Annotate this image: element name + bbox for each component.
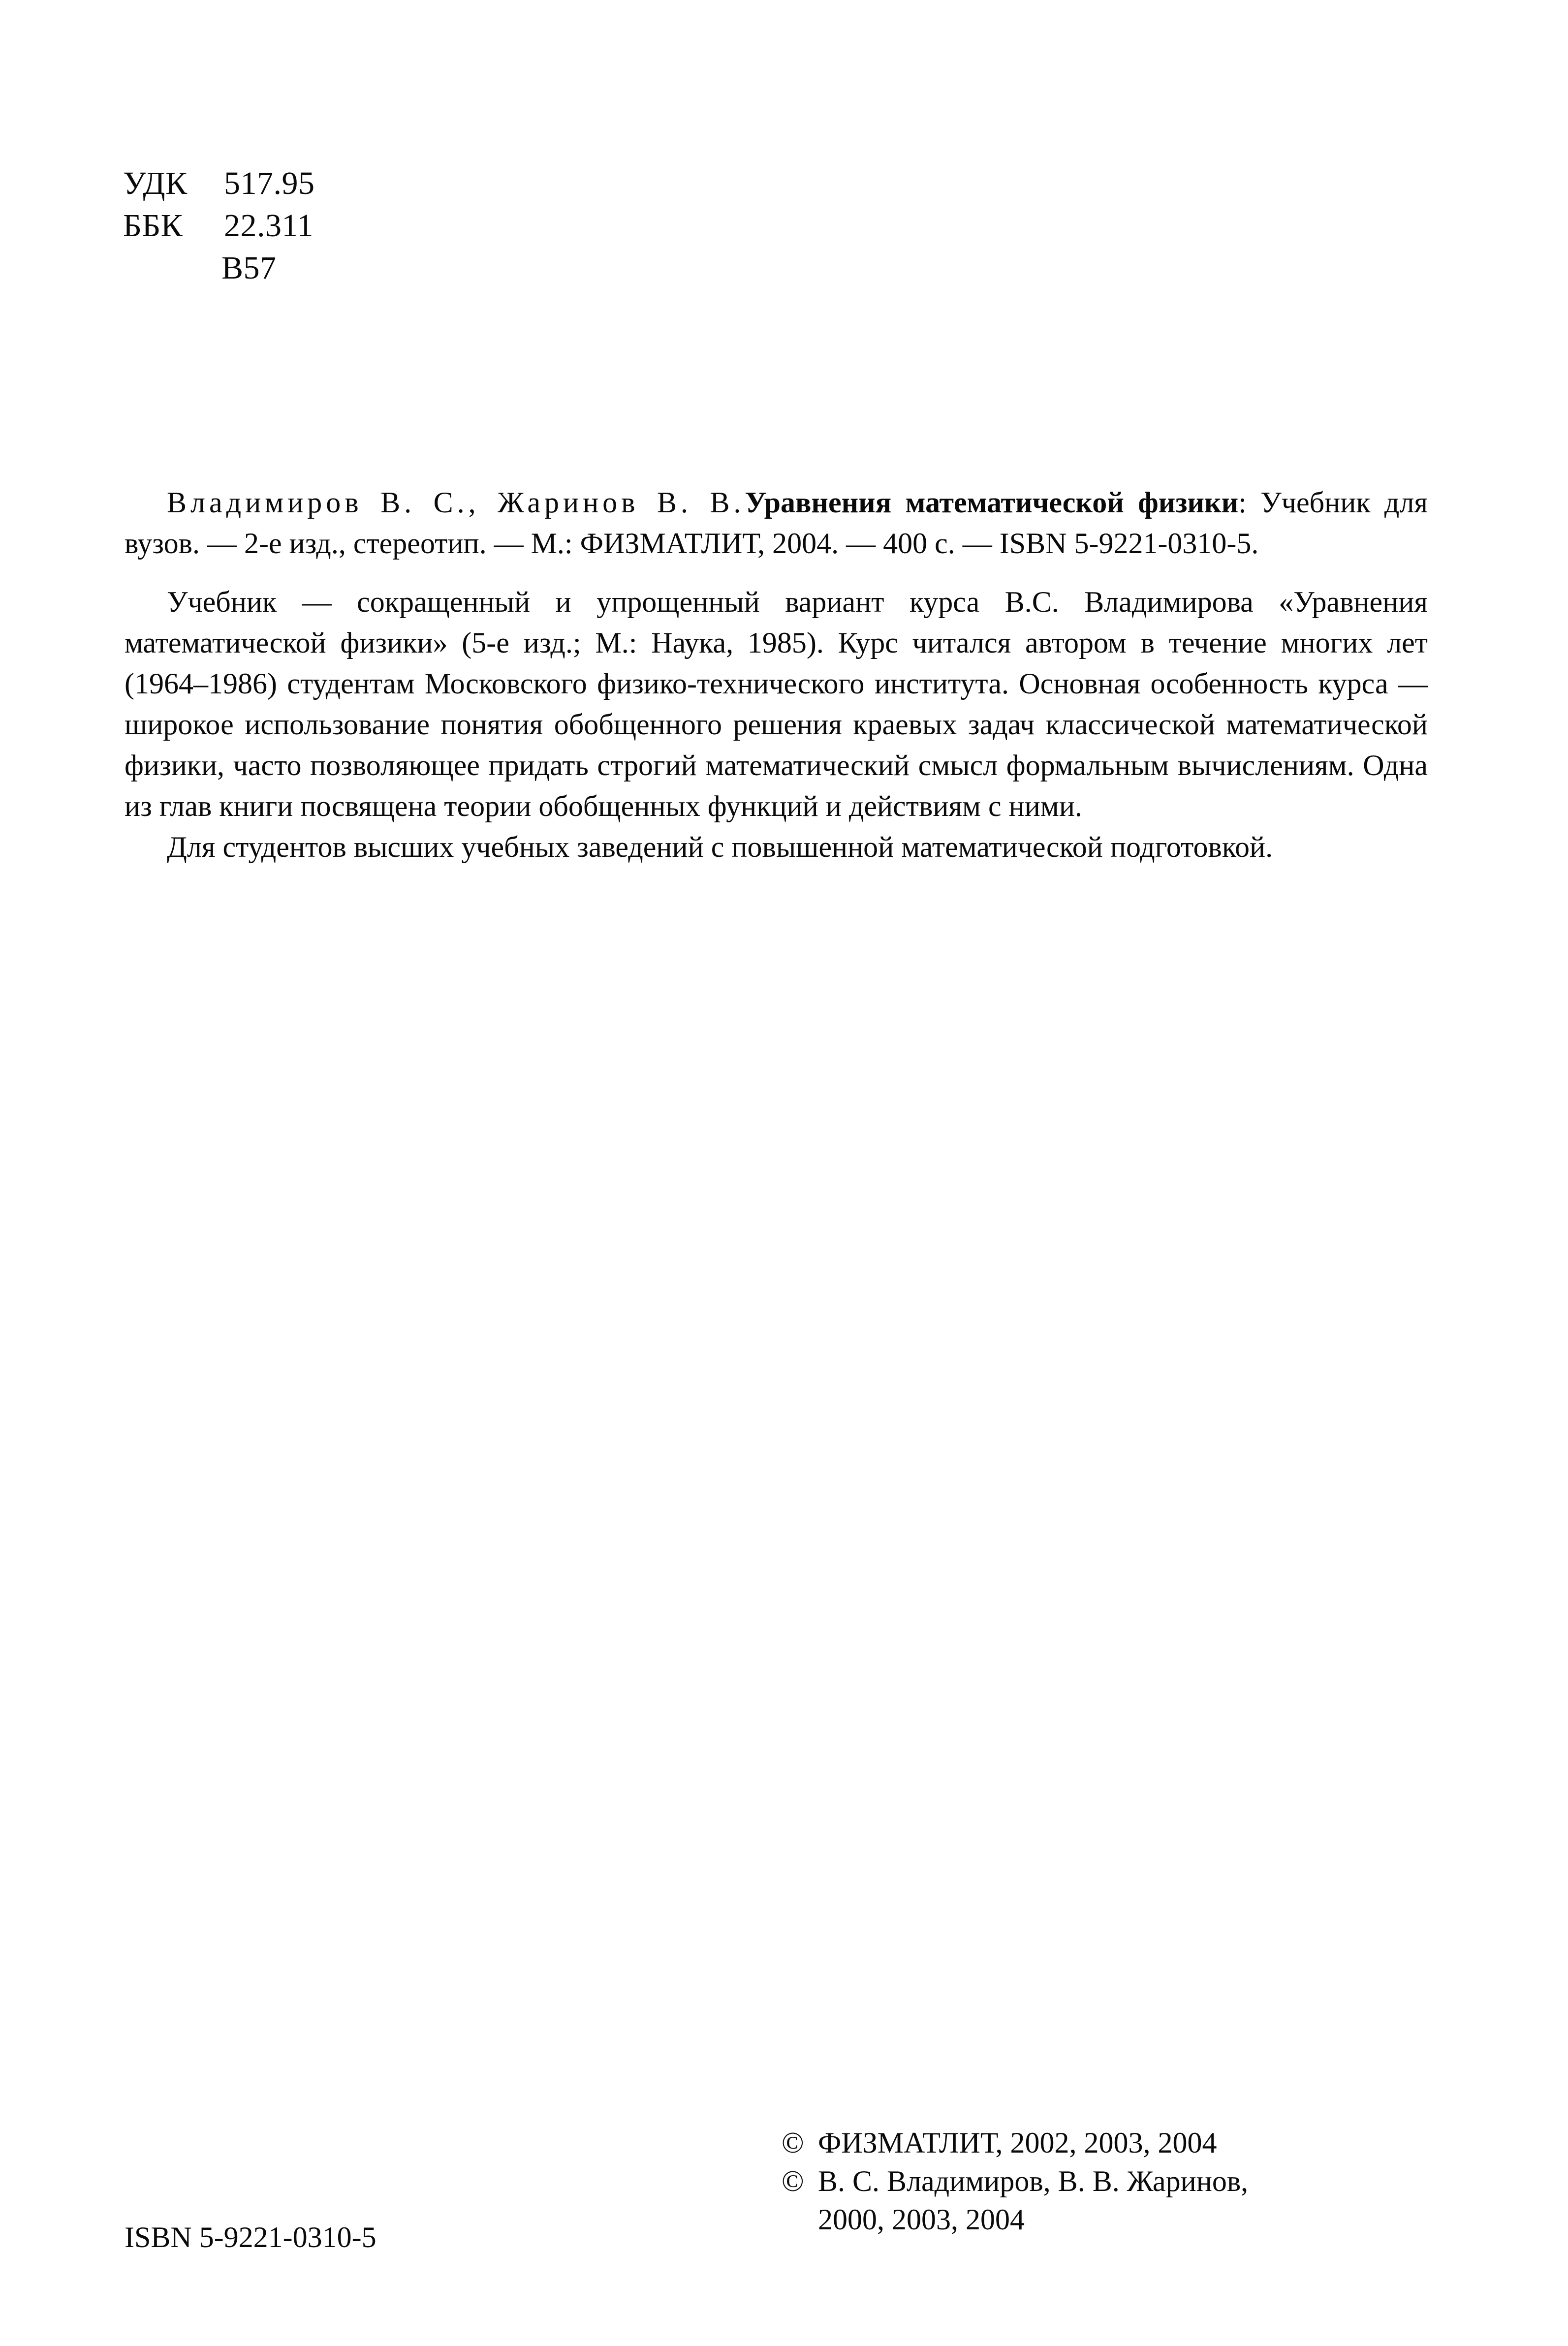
shelf-mark: В57 — [221, 250, 277, 286]
copyright-icon-2: © — [782, 2165, 804, 2197]
record-authors: Владимиров В. С., Жаринов В. В. — [167, 486, 745, 519]
bbk-label: ББК — [123, 207, 183, 244]
classification-codes — [123, 162, 399, 289]
record-title: Уравнения математической физики — [745, 486, 1239, 519]
udc-value: 517.95 — [224, 165, 315, 201]
copyright-line-publisher — [782, 2124, 1248, 2162]
udc-row — [123, 162, 399, 205]
copyright-authors-text: В. С. Владимиров, В. В. Жаринов, — [818, 2165, 1249, 2197]
copyright-line-years — [782, 2200, 1248, 2239]
annotation-paragraph-2: Для студентов высших учебных заведений с повышенной математической подготовкой. — [167, 831, 1273, 864]
copyright-publisher-text: ФИЗМАТЛИТ, 2002, 2003, 2004 — [818, 2127, 1217, 2159]
record-imprint: : Учебник для вузов. — 2-е изд., стереотип. — М.: ФИЗМАТЛИТ, 2004. — 400 с. — ISBN 5-9221-0310-5. — [125, 486, 1428, 560]
main-text-column — [125, 482, 1428, 868]
udc-label: УДК — [123, 165, 188, 201]
copyright-years-text: 2000, 2003, 2004 — [818, 2203, 1025, 2236]
footer-isbn: ISBN 5-9221-0310-5 — [125, 2221, 376, 2253]
annotation-paragraph-1: Учебник — сокращенный и упрощенный вариант курса В.С. Владимирова «Уравнения математической физики» (5-е изд.; М.: Наука, 1985). Курс читался автором в течение многих лет (1964–1986) студентам Московского физико-технического института. Основная особенность курса — широкое использование понятия обобщенного решения краевых задач классической математической физики, часто позволяющее придать строгий математический смысл формальным вычислениям. Одна из глав книги посвящена теории обобщенных функций и действиям с ними. — [125, 585, 1428, 823]
copyright-block — [782, 2124, 1248, 2239]
bbk-row — [123, 205, 399, 247]
shelf-mark-row — [123, 247, 399, 289]
bibliographic-record — [125, 482, 1428, 564]
copyright-icon: © — [782, 2127, 804, 2159]
bbk-value: 22.311 — [224, 207, 314, 244]
copyright-line-authors — [782, 2162, 1248, 2200]
